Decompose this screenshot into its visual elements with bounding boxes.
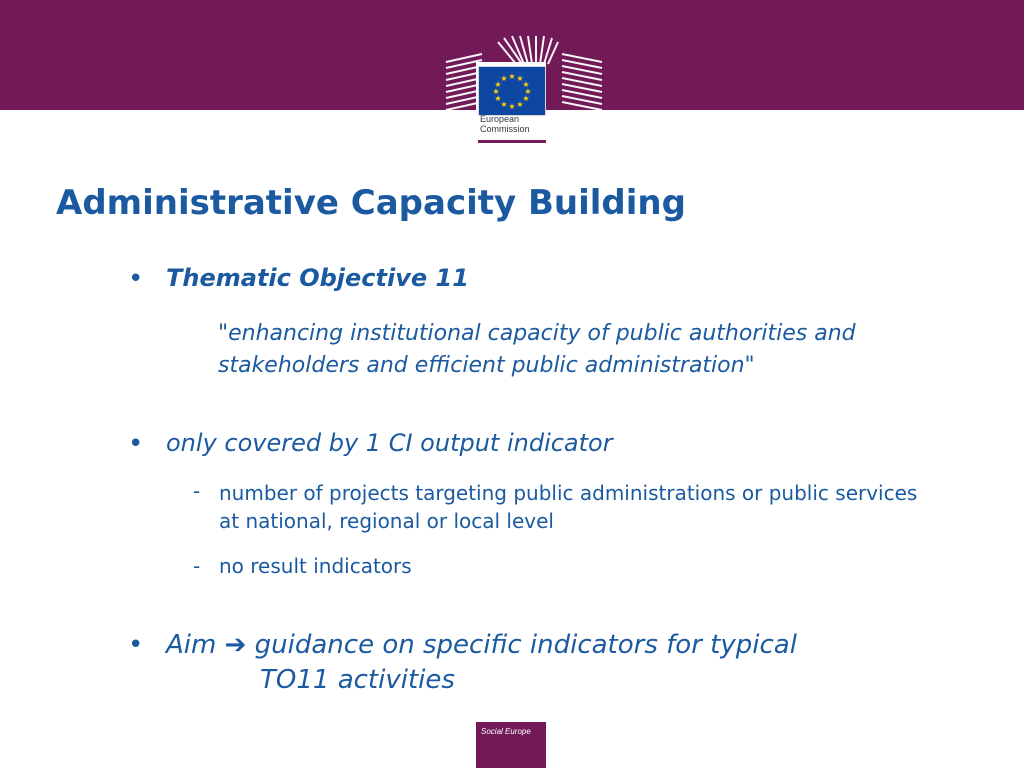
svg-text:★: ★ xyxy=(508,72,516,81)
sub-item-dash: - xyxy=(193,479,201,503)
svg-text:★: ★ xyxy=(500,100,508,109)
bullet-aim-line1: Aim ➔ guidance on specific indicators for typical xyxy=(166,630,797,660)
svg-text:★: ★ xyxy=(500,74,508,83)
logo-label: European Commission xyxy=(480,114,530,134)
eu-flag xyxy=(478,66,546,116)
objective-quote: "enhancing institutional capacity of public authorities and stakeholders and efficient public administration" xyxy=(218,321,856,378)
bullet-marker: • xyxy=(128,429,144,459)
svg-text:★: ★ xyxy=(494,94,502,103)
svg-text:★: ★ xyxy=(522,94,530,103)
bullet-aim-line2: TO11 activities xyxy=(260,665,455,695)
slide-title: Administrative Capacity Building xyxy=(56,183,686,223)
svg-text:★: ★ xyxy=(522,80,530,89)
sub-item-dash: - xyxy=(193,554,201,578)
bullet-indicator-coverage: only covered by 1 CI output indicator xyxy=(166,429,613,457)
svg-text:★: ★ xyxy=(524,87,532,96)
svg-text:★: ★ xyxy=(508,102,516,111)
bullet-thematic-objective: Thematic Objective 11 xyxy=(166,264,469,292)
logo-underline xyxy=(478,140,546,143)
social-europe-badge xyxy=(476,722,546,768)
svg-text:★: ★ xyxy=(516,74,524,83)
svg-text:★: ★ xyxy=(492,87,500,96)
sub-item-output-indicator: number of projects targeting public administrations or public services at national, regional or local level xyxy=(219,481,918,533)
bullet-marker: • xyxy=(128,630,144,660)
footer-label: Social Europe xyxy=(481,727,531,736)
bullet-marker: • xyxy=(128,264,144,294)
svg-text:★: ★ xyxy=(494,80,502,89)
sub-item-result-indicators: no result indicators xyxy=(219,554,412,578)
eu-stars-icon xyxy=(479,67,545,115)
european-commission-logo xyxy=(442,34,606,146)
svg-text:★: ★ xyxy=(516,100,524,109)
